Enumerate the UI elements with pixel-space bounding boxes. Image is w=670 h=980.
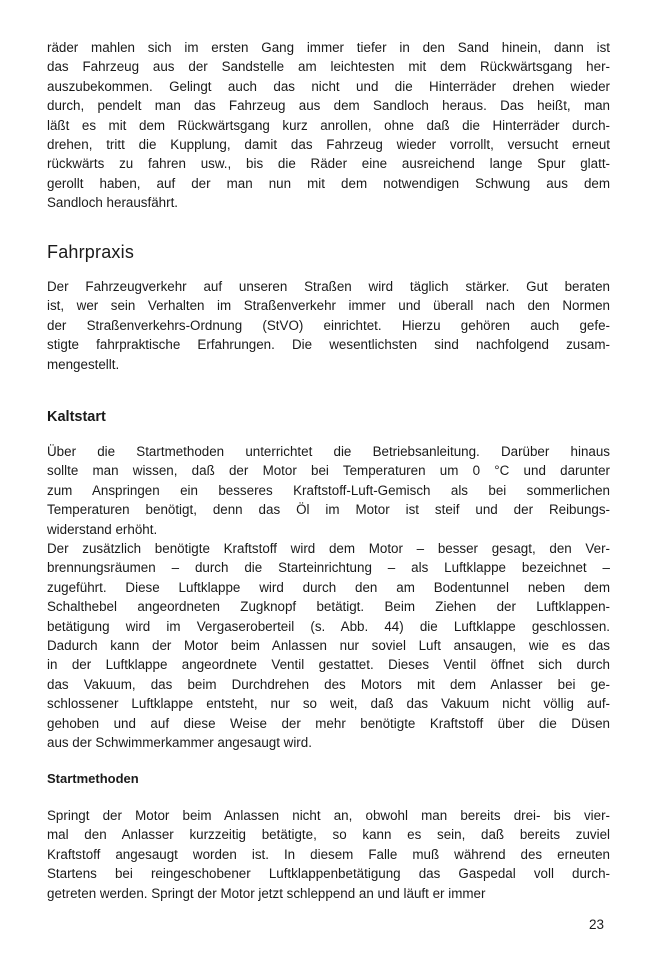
- text-line: räder mahlen sich im ersten Gang immer tiefer in den Sand hinein, dann ist: [47, 40, 610, 55]
- text-line: getreten werden. Springt der Motor jetzt schleppend an und läuft er immer: [47, 885, 486, 901]
- text-line: Der zusätzlich benötigte Kraftstoff wird dem Motor – besser gesagt, den Ver-: [47, 541, 610, 556]
- kaltstart-paragraph-2: [47, 539, 610, 752]
- text-line: Kraftstoff angesaugt worden ist. In diesem Falle muß während des erneuten: [47, 846, 610, 862]
- text-line: aus der Schwimmerkammer angesaugt wird.: [47, 735, 312, 751]
- text-line: zugeführt. Diese Luftklappe wird durch den am Bodentunnel neben dem: [47, 579, 610, 595]
- heading-kaltstart: Kaltstart: [47, 409, 106, 425]
- startmethoden-paragraph: [47, 806, 610, 903]
- text-line: gehoben und auf diese Weise der mehr benötigte Kraftstoff über die Düsen: [47, 715, 610, 731]
- intro-paragraph: [47, 38, 610, 213]
- heading-startmethoden: Startmethoden: [47, 771, 139, 786]
- text-line: Temperaturen benötigt, denn das Öl im Motor ist steif und der Reibungs-: [47, 502, 610, 518]
- text-line: mal den Anlasser kurzzeitig betätigte, so kann es sein, daß bereits zuviel: [47, 827, 610, 843]
- page-number: 23: [589, 917, 605, 932]
- heading-fahrpraxis: Fahrpraxis: [47, 242, 135, 262]
- text-line: brennungsräumen – durch die Starteinrichtung – als Luftklappe bezeichnet –: [47, 560, 610, 576]
- text-line: in der Luftklappe angeordnete Ventil gestattet. Dieses Ventil öffnet sich durch: [47, 657, 610, 673]
- section-fahrpraxis: [47, 242, 610, 263]
- text-line: zum Anspringen ein besseres Kraftstoff-Luft-Gemisch als bei sommerlichen: [47, 482, 610, 498]
- text-line: Der Fahrzeugverkehr auf unseren Straßen wird täglich stärker. Gut beraten: [47, 279, 610, 294]
- text-line: drehen, tritt die Kupplung, damit das Fahrzeug wieder vorrollt, versucht erneut: [47, 137, 610, 153]
- text-line: widerstand erhöht.: [47, 521, 158, 537]
- fahrpraxis-paragraph: [47, 277, 610, 374]
- text-line: Schalthebel angeordneten Zugknopf betätigt. Beim Ziehen der Luftklappen-: [47, 599, 610, 615]
- text-line: das Fahrzeug aus der Sandstelle am leichtesten mit dem Rückwärtsgang her-: [47, 59, 610, 75]
- text-line: Springt der Motor beim Anlassen nicht an, obwohl man bereits drei- bis vier-: [47, 808, 610, 823]
- text-line: gerollt haben, auf der man nun mit dem notwendigen Schwung aus dem: [47, 175, 610, 191]
- text-line: sollte man wissen, daß der Motor bei Temperaturen um 0 °C und darunter: [47, 463, 610, 479]
- text-line: ist, wer sein Verhalten im Straßenverkehr immer und überall nach den Normen: [47, 298, 610, 314]
- text-line: Sandloch herausfährt.: [47, 195, 179, 211]
- kaltstart-paragraph-1: [47, 442, 610, 539]
- text-line: läßt es mit dem Rückwärtsgang kurz anrollen, ohne daß die Hinterräder durch-: [47, 117, 610, 133]
- text-line: der Straßenverkehrs-Ordnung (StVO) einrichtet. Hierzu gehören auch gefe-: [47, 317, 610, 333]
- text-line: das Vakuum, das beim Durchdrehen des Motors mit dem Anlasser bei ge-: [47, 676, 610, 692]
- text-line: auszubekommen. Gelingt auch das nicht und die Hinterräder drehen wieder: [47, 78, 610, 94]
- text-line: mengestellt.: [47, 356, 120, 372]
- text-line: schlossener Luftklappe entsteht, nur so weit, daß das Vakuum nicht völlig auf-: [47, 696, 610, 712]
- section-startmethoden: [47, 771, 610, 786]
- text-line: Über die Startmethoden unterrichtet die Betriebsanleitung. Darüber hinaus: [47, 444, 610, 459]
- text-line: Startens bei reingeschobener Luftklappenbetätigung das Gaspedal voll durch-: [47, 866, 610, 882]
- section-kaltstart: [47, 409, 610, 425]
- text-line: stigte fahrpraktische Erfahrungen. Die wesentlichsten sind nachfolgend zusam-: [47, 337, 610, 353]
- text-line: betätigung wird im Vergaseroberteil (s. Abb. 44) die Luftklappe geschlossen.: [47, 618, 610, 634]
- text-line: rückwärts zu fahren usw., bis die Räder eine ausreichend lange Spur glatt-: [47, 156, 610, 172]
- text-line: durch, pendelt man das Fahrzeug aus dem Sandloch heraus. Das heißt, man: [47, 98, 610, 114]
- text-line: Dadurch kann der Motor beim Anlassen nur soviel Luft ansaugen, wie es das: [47, 638, 610, 654]
